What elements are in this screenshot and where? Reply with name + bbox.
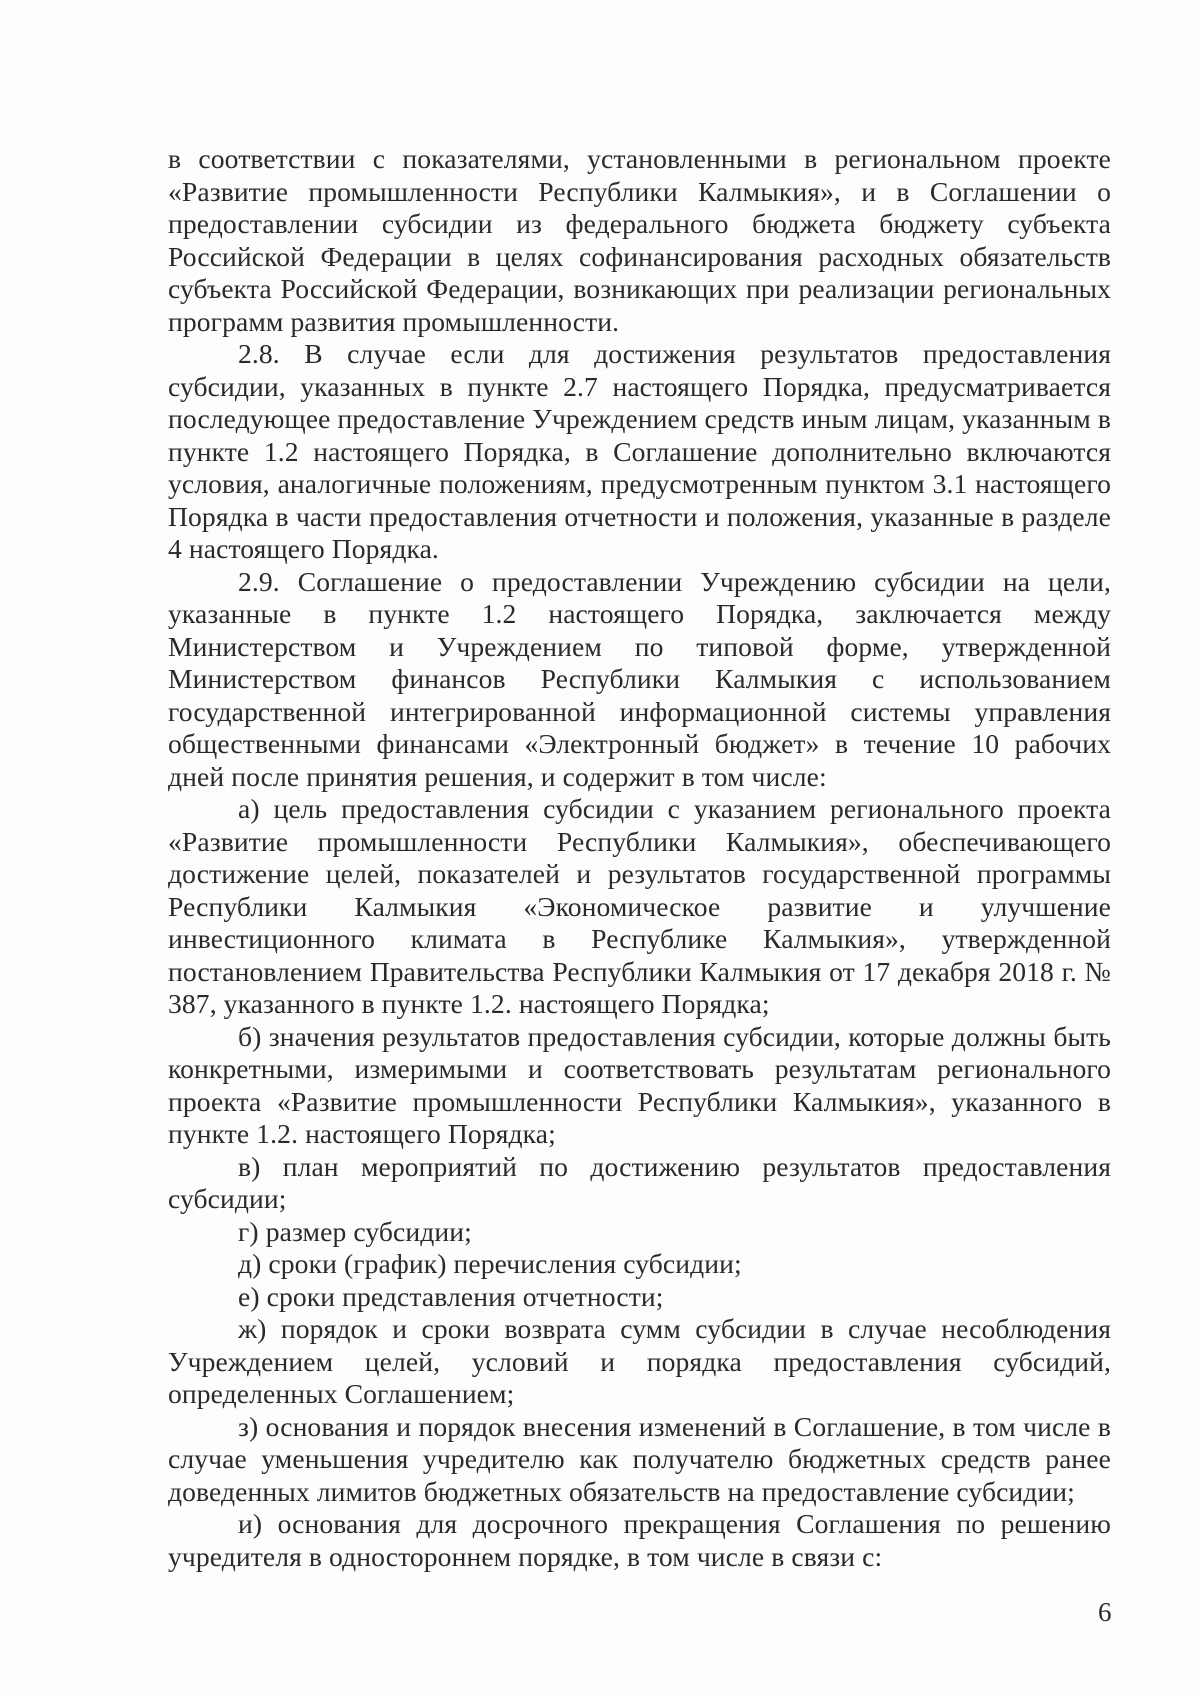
list-item-a: а) цель предоставления субсидии с указанием регионального проекта «Развитие промышленности Республики Калмыкия», обеспечивающего достижение целей, показателей и результатов государственной программы Республики Калмыкия «Экономическое развитие и улучшение инвестиционного климата в Республике Калмыкия», утвержденной постановлением Правительства Республики Калмыкия от 17 декабря 2018 г. № 387, указанного в пункте 1.2. настоящего Порядка; — [168, 793, 1111, 1019]
list-item-e: е) сроки представления отчетности; — [238, 1280, 664, 1312]
document-body — [168, 143, 1111, 1573]
list-item-i: и) основания для досрочного прекращения Соглашения по решению учредителя в одностороннем порядке, в том числе в связи с: — [168, 1508, 1111, 1572]
page-number: 6 — [1098, 1597, 1112, 1627]
list-item-zh: ж) порядок и сроки возврата сумм субсидии в случае несоблюдения Учреждением целей, условий и порядка предоставления субсидий, определенных Соглашением; — [168, 1313, 1111, 1409]
paragraph-2-8: 2.8. В случае если для достижения результатов предоставления субсидии, указанных в пункте 2.7 настоящего Порядка, предусматривается последующее предоставление Учреждением средств иным лицам, указанным в пункте 1.2 настоящего Порядка, в Соглашение дополнительно включаются условия, аналогичные положениям, предусмотренным пунктом 3.1 настоящего Порядка в части предоставления отчетности и положения, указанные в разделе 4 настоящего Порядка. — [168, 338, 1111, 564]
paragraph-2-9: 2.9. Соглашение о предоставлении Учреждению субсидии на цели, указанные в пункте 1.2 настоящего Порядка, заключается между Министерством и Учреждением по типовой форме, утвержденной Министерством финансов Республики Калмыкия с использованием государственной интегрированной информационной системы управления общественными финансами «Электронный бюджет» в течение 10 рабочих дней после принятия решения, и содержит в том числе: — [168, 565, 1111, 792]
list-item-v: в) план мероприятий по достижению результатов предоставления субсидии; — [168, 1150, 1111, 1214]
paragraph-continuation: в соответствии с показателями, установленными в региональном проекте «Развитие промышленности Республики Калмыкия», и в Соглашении о предоставлении субсидии из федерального бюджета бюджету субъекта Российской Федерации в целях софинансирования расходных обязательств субъекта Российской Федерации, возникающих при реализации региональных программ развития промышленности. — [168, 143, 1111, 337]
list-item-g: г) размер субсидии; — [238, 1215, 472, 1247]
list-item-b: б) значения результатов предоставления субсидии, которые должны быть конкретными, измеримыми и соответствовать результатам регионального проекта «Развитие промышленности Республики Калмыкия», указанного в пункте 1.2. настоящего Порядка; — [168, 1020, 1111, 1149]
list-item-z: з) основания и порядок внесения изменений в Соглашение, в том числе в случае уменьшения учредителю как получателю бюджетных средств ранее доведенных лимитов бюджетных обязательств на предоставление субсидии; — [168, 1410, 1111, 1507]
list-item-d: д) сроки (график) перечисления субсидии; — [238, 1248, 742, 1279]
